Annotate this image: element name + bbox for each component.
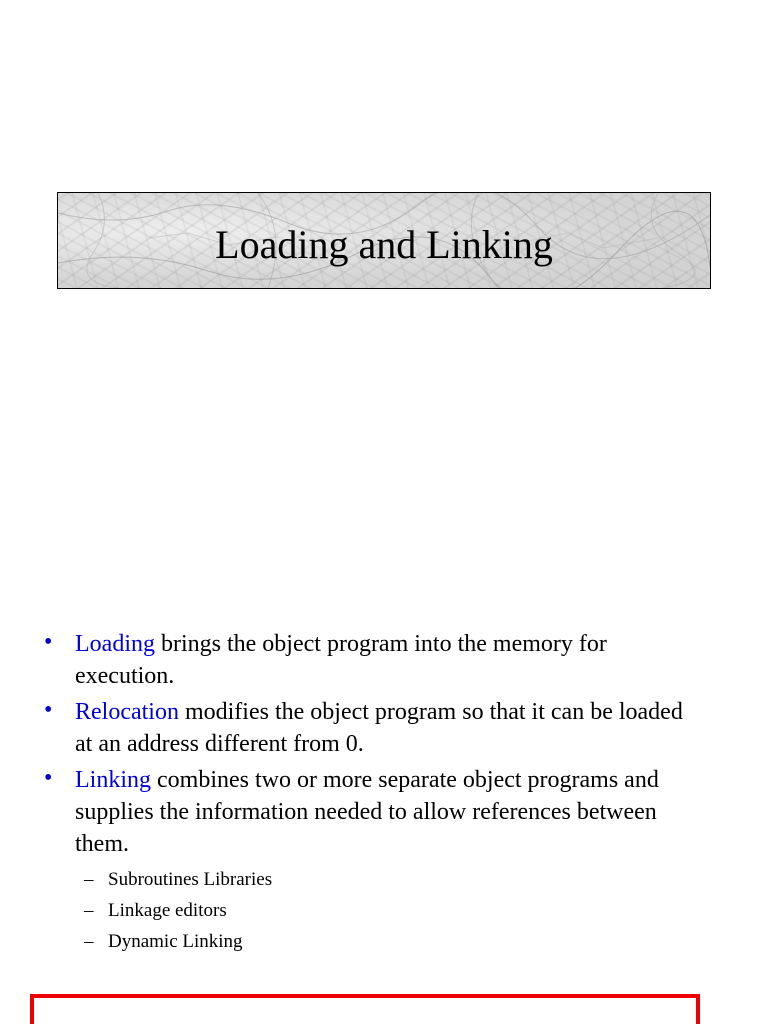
subitem-text: Subroutines Libraries xyxy=(108,869,273,890)
bullet-text: modifies the object program so that it can be loaded at an address different from 0. xyxy=(75,699,683,757)
bullet-linking xyxy=(44,764,684,860)
bullet-marker: • xyxy=(44,697,53,723)
term-linking: Linking xyxy=(75,767,151,793)
subitem-text: Dynamic Linking xyxy=(108,931,243,952)
term-relocation: Relocation xyxy=(75,699,179,725)
term-loading: Loading xyxy=(75,631,155,657)
subitem-linkage-editors xyxy=(84,895,684,926)
bullet-list xyxy=(44,628,684,957)
bullet-text: brings the object program into the memory for execution. xyxy=(75,631,607,689)
red-highlight-frame xyxy=(30,994,700,1024)
subitem-text: Linkage editors xyxy=(108,900,227,921)
bullet-marker: • xyxy=(44,629,53,655)
bullet-relocation xyxy=(44,696,684,760)
sub-marker: – xyxy=(84,931,94,952)
sub-marker: – xyxy=(84,900,94,921)
sub-marker: – xyxy=(84,869,94,890)
bullet-loading xyxy=(44,628,684,692)
bullet-text: combines two or more separate object programs and supplies the information needed to allow references between them. xyxy=(75,767,659,857)
subitem-dynamic-linking xyxy=(84,926,684,957)
title-banner xyxy=(57,192,711,289)
sub-list xyxy=(44,864,684,957)
bullet-marker: • xyxy=(44,765,53,791)
slide-title: Loading and Linking xyxy=(215,222,553,267)
subitem-subroutines-libraries xyxy=(84,864,684,895)
